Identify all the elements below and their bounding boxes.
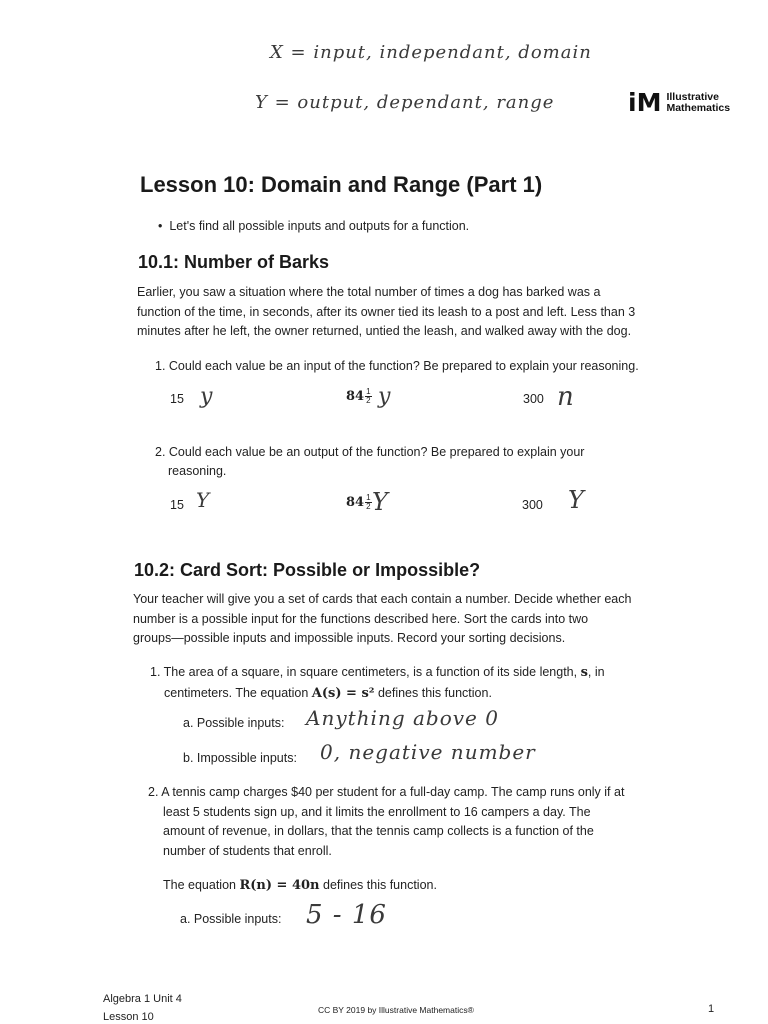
fraction bbox=[365, 494, 371, 511]
question-2-line-2: reasoning. bbox=[168, 464, 227, 478]
card-sort-item-2 bbox=[148, 783, 624, 861]
card-sort-item-1 bbox=[150, 662, 605, 704]
item-2-line: 2. A tennis camp charges $40 per student for a full-day camp. The camp runs only if at bbox=[148, 785, 625, 799]
value-300: 300 bbox=[523, 392, 544, 406]
handwritten-answer-q1-b: y bbox=[378, 384, 392, 409]
illustrative-mathematics-logo bbox=[628, 90, 730, 115]
item-1-text-end: , in bbox=[587, 665, 605, 679]
fraction-numerator: 1 bbox=[366, 493, 371, 502]
item-1-text: 1. The area of a square, in square centimeters, is a function of its side length, bbox=[150, 665, 578, 679]
intro-line: function of the time, in seconds, after its owner tied its leash to a post and left. Less than 3 bbox=[137, 304, 636, 319]
value-300: 300 bbox=[522, 498, 543, 512]
revenue-equation-line bbox=[163, 875, 437, 896]
handwritten-answer-q2-c: Y bbox=[568, 486, 585, 514]
section-heading-10-2: 10.2: Card Sort: Possible or Impossible? bbox=[134, 560, 481, 580]
section-heading-10-1: 10.1: Number of Barks bbox=[138, 252, 330, 272]
fraction bbox=[365, 388, 371, 405]
footer-lesson: Lesson 10 bbox=[103, 1011, 154, 1023]
section-intro-10-1 bbox=[137, 283, 635, 342]
item-2-line: number of students that enroll. bbox=[163, 843, 332, 858]
bullet-icon: • bbox=[158, 219, 163, 233]
fraction-denominator: 2 bbox=[366, 502, 371, 511]
section-intro-10-2 bbox=[133, 590, 631, 649]
page-number: 1 bbox=[708, 1003, 715, 1015]
question-2 bbox=[155, 443, 584, 481]
possible-inputs-label-1: a. Possible inputs: bbox=[183, 716, 285, 730]
question-2-line-1: 2. Could each value be an output of the function? Be prepared to explain your bbox=[155, 445, 585, 459]
handwritten-answer-q2-b: Y bbox=[372, 488, 389, 516]
handwritten-note-domain: X = input, independant, domain bbox=[270, 42, 592, 63]
equation-area: A(s) = s² bbox=[311, 686, 375, 701]
item-1-line-1 bbox=[150, 662, 605, 683]
value-15: 15 bbox=[170, 392, 184, 406]
fraction-denominator: 2 bbox=[366, 396, 371, 405]
intro-line: Earlier, you saw a situation where the total number of times a dog has barked was a bbox=[137, 285, 601, 299]
item-1-eq-lead: centimeters. The equation bbox=[164, 686, 309, 700]
footer-course: Algebra 1 Unit 4 bbox=[103, 993, 182, 1005]
logo-text bbox=[666, 92, 730, 114]
item-2-line: least 5 students sign up, and it limits the enrollment to 16 campers a day. The bbox=[163, 804, 591, 819]
possible-inputs-label-2: a. Possible inputs: bbox=[180, 912, 282, 926]
im-logo-mark: iM bbox=[628, 88, 662, 117]
intro-line: number is a possible input for the functions described here. Sort the cards into two bbox=[133, 611, 589, 626]
handwritten-answer-q1-c: n bbox=[557, 382, 575, 412]
value-84-half bbox=[346, 388, 372, 405]
handwritten-answer-q1-a: y bbox=[200, 384, 214, 409]
fraction-numerator: 1 bbox=[366, 387, 371, 396]
handwritten-possible-inputs-1: Anything above 0 bbox=[306, 706, 499, 730]
intro-line: minutes after he left, the owner returned, untied the leash, and walked away with the dog. bbox=[137, 324, 632, 338]
handwritten-impossible-inputs-1: 0, negative number bbox=[320, 740, 536, 764]
handwritten-note-range: Y = output, dependant, range bbox=[255, 92, 555, 113]
logo-line-2: Mathematics bbox=[666, 101, 731, 114]
handwritten-answer-q2-a: Y bbox=[196, 488, 211, 512]
equation-revenue: R(n) = 40n bbox=[239, 878, 320, 893]
impossible-inputs-label-1: b. Impossible inputs: bbox=[183, 751, 297, 765]
mixed-number-whole: 84 bbox=[346, 494, 365, 510]
value-84-half bbox=[346, 494, 372, 511]
intro-line: Your teacher will give you a set of cards that each contain a number. Decide whether each bbox=[133, 592, 632, 606]
eq2-lead: The equation bbox=[163, 878, 236, 892]
eq2-tail: defines this function. bbox=[323, 878, 437, 892]
lesson-goal-text: Let's find all possible inputs and outputs for a function. bbox=[169, 219, 470, 233]
item-1-line-2 bbox=[150, 683, 605, 704]
lesson-goal bbox=[158, 216, 469, 236]
mixed-number-whole: 84 bbox=[346, 388, 365, 404]
question-1: 1. Could each value be an input of the function? Be prepared to explain your reasoning. bbox=[155, 359, 639, 373]
item-1-eq-tail: defines this function. bbox=[377, 686, 492, 700]
item-2-line: amount of revenue, in dollars, that the tennis camp collects is a function of the bbox=[163, 824, 594, 838]
intro-line: groups—possible inputs and impossible inputs. Record your sorting decisions. bbox=[133, 631, 566, 645]
lesson-title: Lesson 10: Domain and Range (Part 1) bbox=[140, 172, 543, 197]
logo-line-1: Illustrative bbox=[666, 90, 719, 103]
value-15: 15 bbox=[170, 498, 184, 512]
footer-license: CC BY 2019 by Illustrative Mathematics® bbox=[318, 1005, 474, 1015]
handwritten-possible-inputs-2: 5 - 16 bbox=[306, 900, 387, 930]
variable-s: s bbox=[580, 665, 588, 680]
